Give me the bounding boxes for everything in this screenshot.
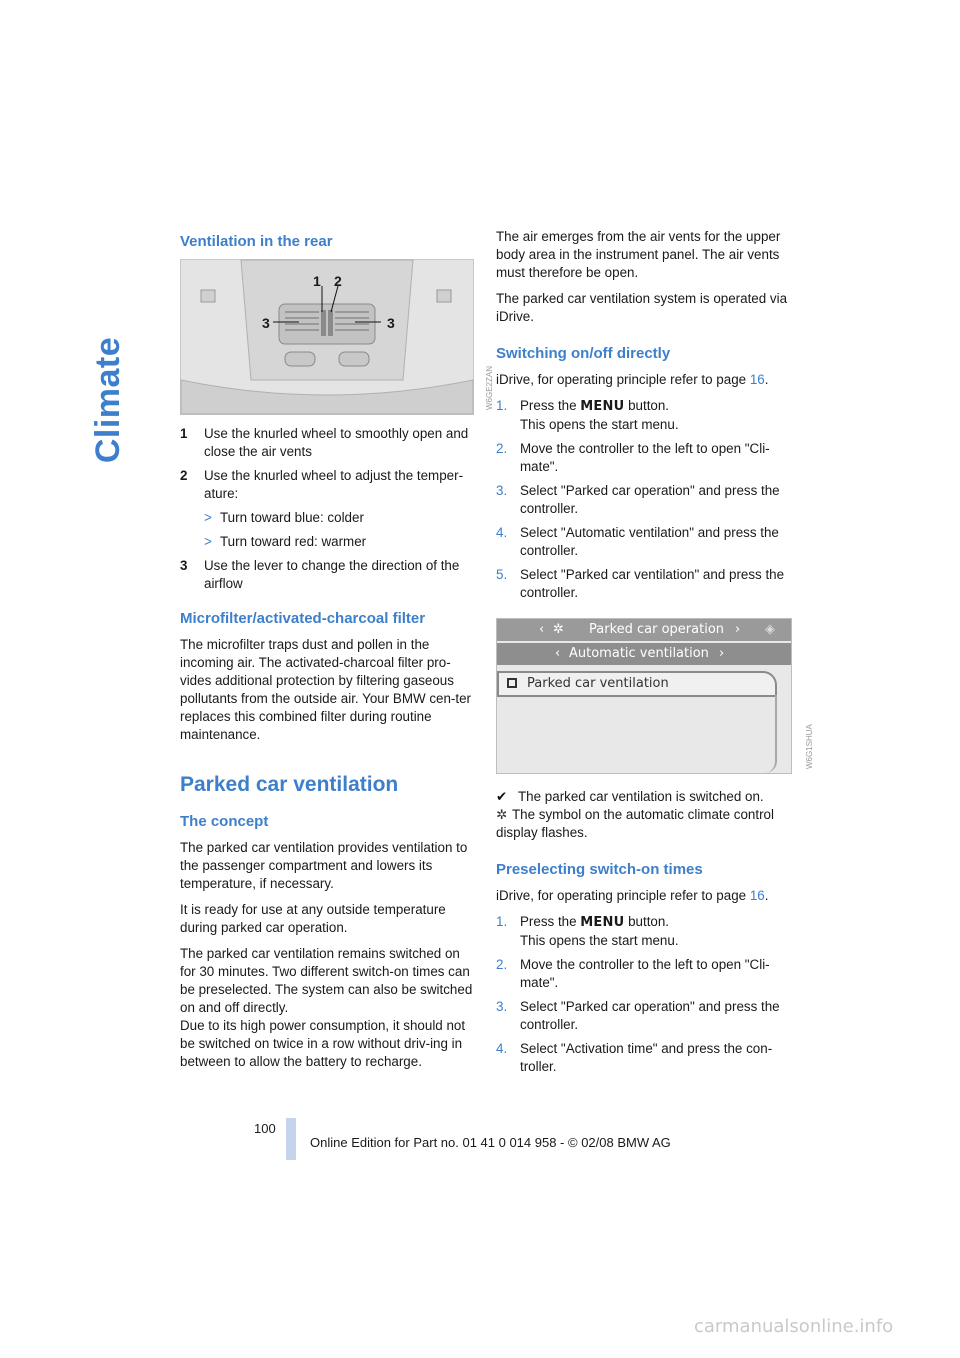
menu-row-parked-car-ventilation [497,671,777,697]
intro-text: iDrive, for operating principle refer to page [496,888,750,903]
step-post: button. [624,914,670,929]
status-line [496,788,792,806]
screen-curve [765,695,777,773]
step-text: Select "Activation time" and press the con-troller. [520,1041,773,1074]
footer-bar [286,1118,296,1160]
idrive-screen [496,618,814,774]
menu-row-label: Parked car ventilation [527,676,669,691]
menu-row-automatic-ventilation [497,643,791,665]
step-text: Select "Parked car operation" and press the controller. [520,483,780,516]
step-line2: This opens the start menu. [520,417,679,432]
list-item [180,425,476,461]
microfilter-paragraph: The microfilter traps dust and pollen in the incoming air. The activated-charcoal filter pro-vides additional protection by filtering gaseous pollutants from the outside air. Your BMW cen-ter replaces this combined filter during routine maintenance. [180,637,472,742]
chevron-left-icon: ‹ [555,646,561,661]
step-item [496,482,792,518]
concept-paragraph-1: The parked car ventilation provides ventilation to the passenger compartment and lowers its temperature, if necessary. [180,840,468,891]
item-text: Use the lever to change the direction of the airflow [204,558,460,591]
step-item [496,1040,792,1076]
intro-text: iDrive, for operating principle refer to page [496,372,750,387]
step-item [496,913,792,950]
step-text: Select "Automatic ventilation" and press the controller. [520,525,779,558]
step-text [520,913,792,950]
item-text: Use the knurled wheel to adjust the temper-ature: [204,468,464,501]
callout-3-right: 3 [387,315,395,331]
step-text: Select "Parked car ventilation" and press the controller. [520,567,785,600]
step-number: 3. [496,483,508,498]
step-text: Move the controller to the left to open "Cli-mate". [520,441,770,474]
chevron-left-icon: ‹ [539,622,545,637]
symbol-text: The symbol on the automatic climate control display flashes. [496,807,774,840]
item-number: 3 [180,558,188,573]
step-item [496,956,792,992]
menu-row-label: Automatic ventilation [569,646,709,661]
step-item [496,998,792,1034]
list-item [180,557,476,593]
sub-item-text: Turn toward red: warmer [220,534,367,549]
step-pre: Press the [520,398,581,413]
item-number: 2 [180,468,188,483]
idrive-paragraph: The parked car ventilation system is operated via iDrive. [496,291,788,324]
menu-row-parked-car-operation [497,619,791,641]
chevron-right-icon: › [735,622,741,637]
step-text [520,397,792,434]
edition-text: Online Edition for Part no. 01 41 0 014 958 - © 02/08 BMW AG [310,1135,671,1150]
step-item [496,566,792,602]
list-item [180,467,476,503]
concept-paragraph-4: Due to its high power consumption, it should not be switched on twice in a row without driv-ing in between to allow the battery to recharge. [180,1018,466,1069]
page-link[interactable]: 16 [749,888,765,903]
controller-icon: ◈ [765,622,775,637]
step-number: 4. [496,1041,508,1056]
step-pre: Press the [520,914,581,929]
symbol-line [496,806,792,842]
switching-intro [496,371,792,389]
step-number: 2. [496,441,508,456]
step-item [496,440,792,476]
section-heading-parked-car-ventilation: Parked car ventilation [180,773,399,796]
concept-paragraph-2: It is ready for use at any outside temperature during parked car operation. [180,902,446,935]
step-item [496,524,792,560]
status-text: The parked car ventilation is switched on. [518,789,764,804]
section-heading-concept: The concept [180,813,269,830]
step-number: 1. [496,398,508,413]
preselect-intro [496,887,792,905]
right-column [496,228,814,1082]
image-code: W6G1SHUA [805,724,814,769]
step-item [496,397,792,434]
section-heading-ventilation-rear: Ventilation in the rear [180,233,333,250]
image-code: W6GE2ZAN [485,365,494,410]
menu-key-icon: MENU [580,915,625,930]
sub-list-item [204,509,476,527]
step-number: 4. [496,525,508,540]
intro-period: . [764,372,769,387]
sub-list-item [204,533,476,551]
section-heading-switching: Switching on/off directly [496,345,671,362]
fan-icon: ✲ [553,622,564,637]
left-column [180,228,494,1079]
step-text: Select "Parked car operation" and press the controller. [520,999,780,1032]
menu-key-icon: MENU [580,399,625,414]
menu-row-label: Parked car operation [589,622,725,637]
section-heading-microfilter: Microfilter/activated-charcoal filter [180,610,426,627]
rear-vents-illustration [180,259,494,415]
step-post: button. [624,398,670,413]
rear-vents-drawing [181,260,473,414]
page-number: 100 [254,1121,276,1136]
item-number: 1 [180,426,188,441]
air-vents-paragraph: The air emerges from the air vents for the upper body area in the instrument panel. The air vents must therefore be open. [496,229,781,280]
fan-symbol-icon: ✲ [496,807,508,822]
arrow-icon: > [204,534,212,549]
callout-3-left: 3 [262,315,270,331]
callout-2: 2 [334,273,342,289]
watermark: carmanualsonline.info [694,1316,894,1337]
check-icon: ✔ [496,789,508,804]
concept-paragraph-3: The parked car ventilation remains switched on for 30 minutes. Two different switch-on times can be preselected. The system can also be switched on and off directly. [180,946,473,1015]
step-text: Move the controller to the left to open "Cli-mate". [520,957,770,990]
item-text: Use the knurled wheel to smoothly open and close the air vents [204,426,469,459]
step-number: 1. [496,914,508,929]
arrow-icon: > [204,510,212,525]
page-link[interactable]: 16 [749,372,765,387]
intro-period: . [764,888,769,903]
sub-item-text: Turn toward blue: colder [220,510,364,525]
chapter-title: Climate [89,336,127,464]
section-heading-preselecting: Preselecting switch-on times [496,861,703,878]
step-number: 3. [496,999,508,1014]
checkbox-icon [507,678,517,688]
callout-1: 1 [313,273,321,289]
step-number: 2. [496,957,508,972]
step-number: 5. [496,567,508,582]
step-line2: This opens the start menu. [520,933,679,948]
chevron-right-icon: › [719,646,725,661]
